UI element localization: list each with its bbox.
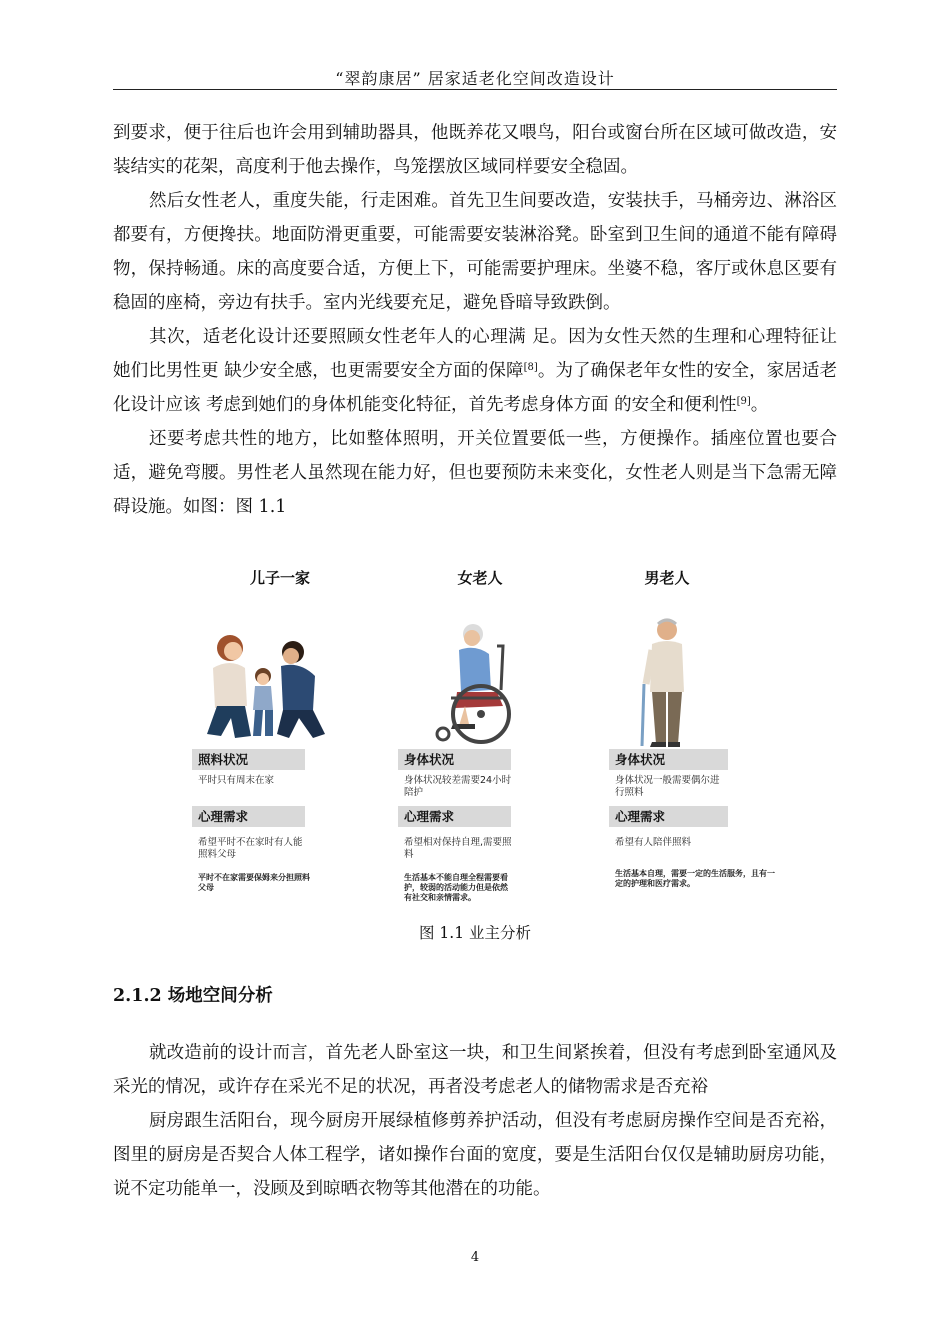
psych-need-tag: 心理需求: [398, 806, 511, 827]
column-note: 生活基本不能自理全程需要看护，较弱的活动能力但是依然有社交和亲情需求。: [404, 873, 508, 902]
column-note: 平时不在家需要保姆来分担照料父母: [198, 873, 310, 892]
body-status-tag: 身体状况: [398, 749, 511, 770]
column-elderly-man: [572, 566, 775, 888]
psych-need-text: 希望平时不在家时有人能照料父母: [198, 837, 303, 860]
column-note: 生活基本自理，需要一定的生活服务，且有一定的护理和医疗需求。: [615, 869, 775, 888]
header-rule: [113, 89, 837, 90]
body-status-text: 身体状况一般需要偶尔进行照料: [615, 775, 720, 798]
body-text-bottom: [113, 1036, 837, 1206]
running-header: “翠韵康居” 居家适老化空间改造设计: [335, 69, 615, 88]
citation-8[interactable]: [8]: [523, 362, 538, 373]
wheelchair-illustration: [385, 606, 575, 756]
paragraph-3-c: 。: [750, 395, 769, 415]
psych-need-text: 希望有人陪伴照料: [615, 837, 692, 848]
paragraph-2: 然后女性老人，重度失能，行走困难。首先卫生间要改造，安装扶手，马桶旁边、淋浴区都要有，方便搀扶。地面防滑更重要，可能需要安装淋浴凳。卧室到卫生间的通道不能有障碍物，保持畅通。床的高度要合适，方便上下，可能需要护理床。坐婆不稳，客厅或休息区要有稳固的座椅，旁边有扶手。室内光线要充足，避免昏暗导致跌倒。: [113, 191, 837, 313]
column-title: 男老人: [644, 569, 690, 587]
column-son-family: [185, 566, 375, 892]
column-elderly-woman: [385, 566, 575, 902]
care-status-tag: 照料状况: [192, 749, 305, 770]
paragraph-5: 就改造前的设计而言，首先老人卧室这一块，和卫生间紧挨着，但没有考虑到卧室通风及采光的情况，或许存在采光不足的状况，再者没考虑老人的储物需求是否充裕: [113, 1043, 837, 1097]
psych-need-tag: 心理需求: [609, 806, 728, 827]
body-status-text: 身体状况较差需要24小时陪护: [404, 775, 512, 798]
family-illustration: [185, 606, 375, 756]
paragraph-4: 还要考虑共性的地方，比如整体照明，开关位置要低一些，方便操作。插座位置也要合适，避免弯腰。男性老人虽然现在能力好，但也要预防未来变化，女性老人则是当下急需无障碍设施。如图：图 1.1: [113, 429, 837, 517]
psych-need-tag: 心理需求: [192, 806, 305, 827]
body-status-tag: 身体状况: [609, 749, 728, 770]
column-title: 女老人: [457, 569, 503, 587]
paragraph-3: [113, 320, 837, 422]
page-number: 4: [470, 1250, 480, 1265]
paragraph-1: 到要求，便于往后也许会用到辅助器具，他既养花又喂鸟，阳台或窗台所在区域可做改造，安装结实的花架，高度利于他去操作，鸟笼摆放区域同样要安全稳固。: [113, 123, 837, 177]
paragraph-6: 厨房跟生活阳台，现今厨房开展绿植修剪养护活动，但没有考虑厨房操作空间是否充裕，图里的厨房是否契合人体工程学，诸如操作台面的宽度，要是生活阳台仅仅是辅助厨房功能，说不定功能单一，没顾及到晾晒衣物等其他潜在的功能。: [113, 1111, 837, 1199]
section-heading: 2.1.2 场地空间分析: [113, 986, 273, 1006]
psych-need-text: 希望相对保持自理,需要照料: [404, 837, 512, 860]
paragraph-3-b: 。为了确保老年女性的安全，家居适老化设计应该 考虑到她们的身体机能变化特征，首先考虑身体方面 的安全和便利性: [113, 361, 838, 415]
cane-man-illustration: [572, 606, 762, 756]
citation-9[interactable]: [9]: [736, 396, 751, 407]
care-status-text: 平时只有周末在家: [198, 775, 275, 786]
body-text-top: [113, 116, 837, 524]
column-title: 儿子一家: [249, 569, 310, 587]
figure-caption: 图 1.1 业主分析: [418, 924, 531, 942]
paragraph-3-a: 其次，适老化设计还要照顾女性老年人的心理满 足。因为女性天然的生理和心理特征让她们比男性更 缺少安全感，也更需要安全方面的保障: [113, 327, 837, 381]
owner-analysis-figure: [180, 566, 780, 926]
